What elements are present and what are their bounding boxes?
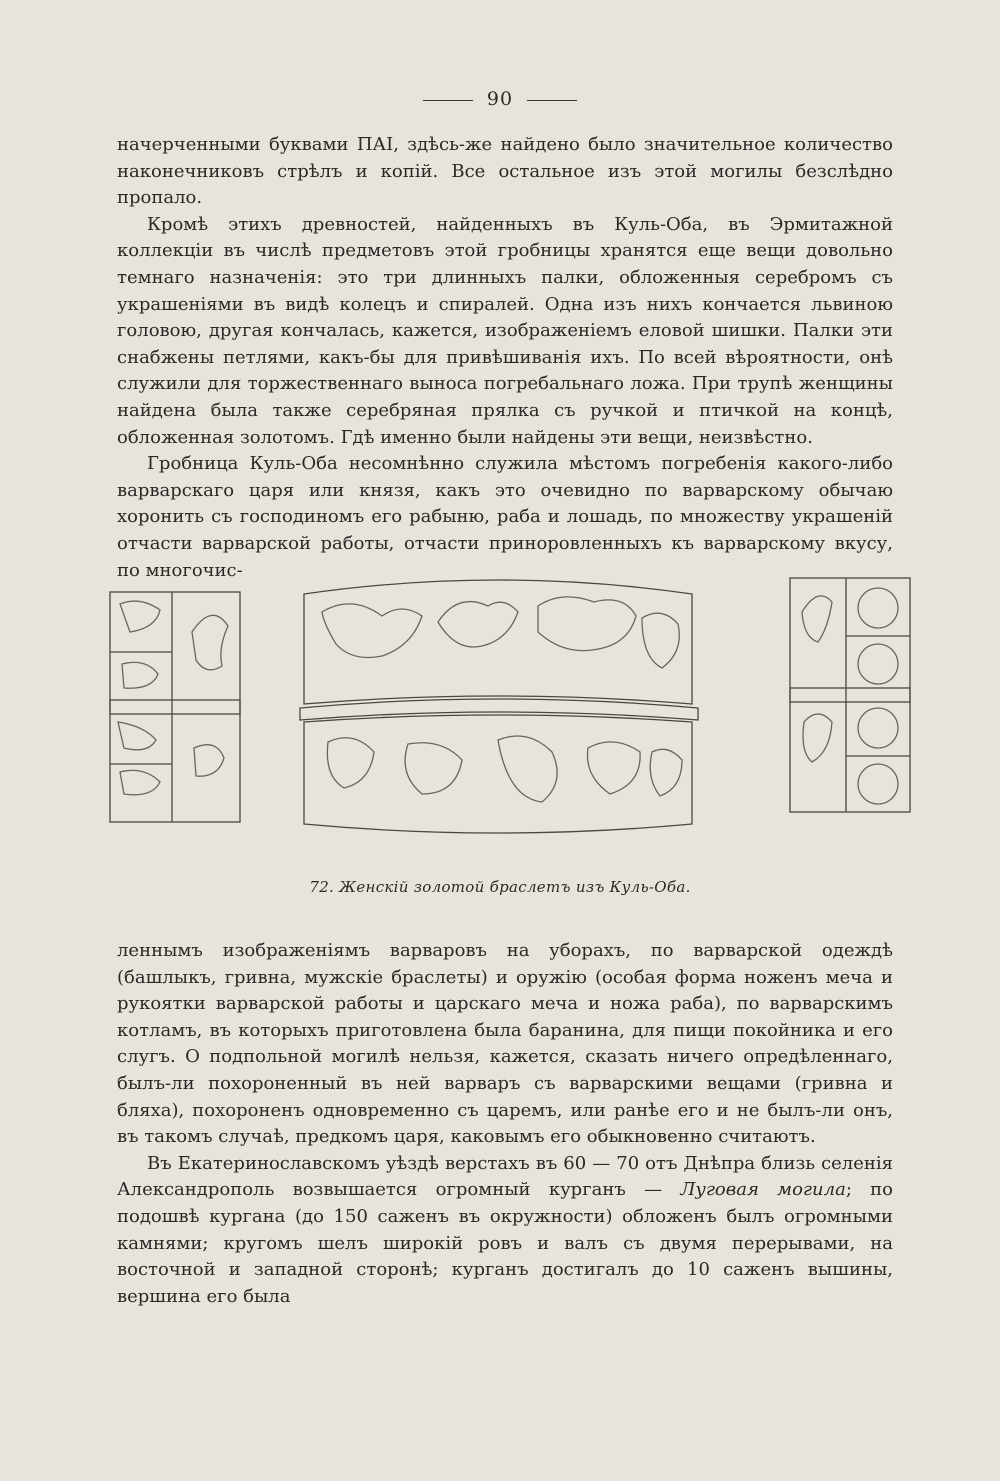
page-number [0,88,1000,110]
paragraph-end: ; по подошвѣ кургана (до 150 саженъ въ окружности) обложенъ былъ огромными камнями; кругомъ шелъ широкій ровъ и валъ съ двумя перерывами, на восточной и западной сторонѣ; курганъ достигалъ до 10 саженъ вышины, вершина его была [117,1179,894,1307]
right-rule [527,100,577,101]
left-rule [423,100,473,101]
paragraph: леннымъ изображеніямъ варваровъ на уборахъ, по варварской одеждѣ (башлыкъ, гривна, мужскіе браслеты) и оружію (особая форма ноженъ меча и рукоятки варварской работы и царскаго меча и ножа раба), по варварскимъ котламъ, въ которыхъ приготовлена была баранина, для пищи покойника и его слугъ. О подпольной могилѣ нельзя, кажется, сказать ничего опредѣленнаго, былъ-ли похороненный въ ней варваръ съ варварскими вещами (гривна и бляха), похороненъ одновременно съ царемъ, или ранѣе его и не былъ-ли онъ, въ такомъ случаѣ, предкомъ царя, каковымъ его обыкновенно считаютъ. [117,940,893,1148]
paragraph-start: Въ Екатеринославскомъ уѣздѣ верстахъ въ 60 — 70 отъ Днѣпра близь селенія Александрополь возвышается огромный курганъ — [117,1152,893,1201]
text-block-top [117,132,893,584]
italic-name: Луговая могила [680,1179,846,1201]
bracelet-illustration [108,572,914,834]
left-bracelet-fragment [110,592,240,822]
paragraph: Кромѣ этихъ древностей, найденныхъ въ Куль-Оба, въ Эрмитажной коллекціи въ числѣ предметовъ этой гробницы хранятся еще вещи довольно темнаго назначенія: это три длинныхъ палки, обложенныя серебромъ съ украшеніями въ видѣ колецъ и спиралей. Одна изъ нихъ кончается львиною головою, другая кончалась, кажется, изображеніемъ еловой шишки. Палки эти снабжены петлями, какъ-бы для привѣшиванія ихъ. По всей вѣроятности, онѣ служили для торжественнаго выноса погребальнаго ложа. При трупѣ женщины найдена была также серебряная прялка съ ручкой и птичкой на концѣ, обложенная золотомъ. Гдѣ именно были найдены эти вещи, неизвѣстно. [117,213,893,448]
text-block-bottom [117,938,893,1310]
central-bracelet [300,580,698,833]
figure-caption: 72. Женскій золотой браслетъ изъ Куль-Оба. [309,878,691,896]
right-bracelet-fragment [790,578,910,812]
bracelet-figure [108,572,914,834]
page-number-text: 90 [486,88,514,110]
paragraph [117,1151,893,1311]
paragraph: Гробница Куль-Оба несомнѣнно служила мѣстомъ погребенія какого-либо варварскаго царя или князя, какъ это очевидно по варварскому обычаю хоронить съ господиномъ его рабыню, раба и лошадь, по множеству украшеній отчасти варварской работы, отчасти приноровленныхъ къ варварскому вкусу, по многочис- [117,453,893,581]
paragraph: начерченными буквами ПАI, здѣсь-же найдено было значительное количество наконечниковъ стрѣлъ и копій. Все остальное изъ этой могилы безслѣдно пропало. [117,134,893,209]
